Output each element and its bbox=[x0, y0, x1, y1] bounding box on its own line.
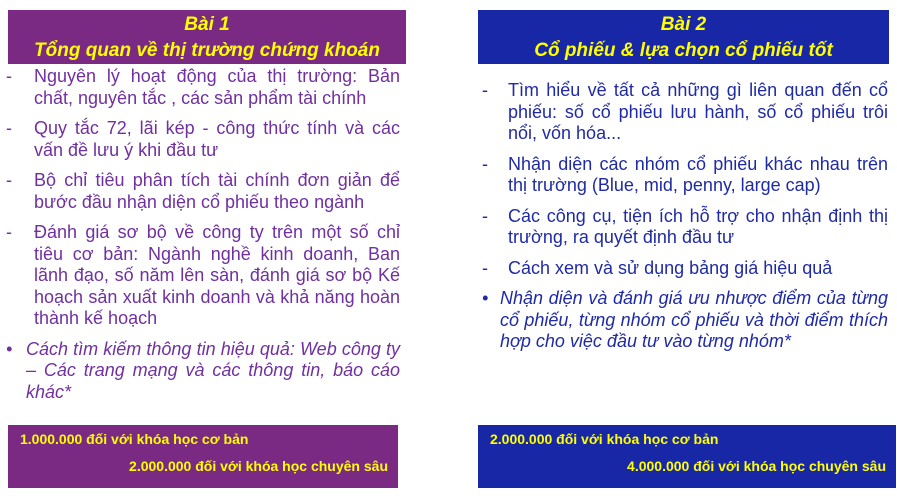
advanced-course-price: 2.000.000 đối với khóa học chuyên sâu bbox=[129, 458, 388, 474]
dash-marker: - bbox=[482, 80, 488, 100]
dash-marker: - bbox=[482, 205, 488, 226]
topic-text: Nhận diện các nhóm cổ phiếu khác nhau trên thị trường (Blue, mid, penny, large cap) bbox=[508, 153, 888, 195]
list-item bbox=[478, 154, 888, 197]
lesson-2-number: Bài 2 bbox=[660, 14, 707, 35]
lesson-1-price-box bbox=[8, 425, 398, 488]
dash-marker: - bbox=[6, 118, 12, 138]
topic-text: Nhận diện và đánh giá ưu nhược điểm của từng cổ phiếu, từng nhóm cổ phiếu và thời điểm thích hợp cho việc đầu tư vào từng nhóm* bbox=[500, 288, 888, 351]
topic-text: Cách tìm kiếm thông tin hiệu quả: Web công ty – Các trang mạng và các thông tin, báo cáo khác* bbox=[26, 338, 400, 402]
list-item bbox=[0, 339, 400, 404]
topic-text: Cách xem và sử dụng bảng giá hiệu quả bbox=[508, 257, 833, 278]
bullet-marker: • bbox=[482, 288, 489, 308]
lesson-1-title: Tổng quan về thị trường chứng khoán bbox=[34, 40, 380, 61]
topic-text: Quy tắc 72, lãi kép - công thức tính và các vấn đề lưu ý khi đầu tư bbox=[34, 118, 400, 160]
lesson-2-title: Cổ phiếu & lựa chọn cổ phiếu tốt bbox=[534, 40, 833, 61]
list-item bbox=[478, 206, 888, 249]
lesson-1-topics bbox=[0, 66, 400, 412]
topic-text: Đánh giá sơ bộ về công ty trên một số chỉ tiêu cơ bản: Ngành nghề kinh doanh, Ban lãnh đạo, số năm lên sàn, đánh giá sơ bộ Kế hoạch sản xuất kinh doanh và khả năng hoàn thành kế hoạch bbox=[34, 222, 400, 328]
dash-marker: - bbox=[6, 66, 12, 86]
topic-text: Nguyên lý hoạt động của thị trường: Bản chất, nguyên tắc , các sản phẩm tài chính bbox=[34, 66, 400, 108]
lesson-2-price-box bbox=[478, 425, 896, 488]
basic-course-price: 2.000.000 đối với khóa học cơ bản bbox=[490, 431, 719, 447]
lesson-2-header bbox=[478, 10, 889, 64]
dash-marker: - bbox=[6, 170, 12, 190]
dash-marker: - bbox=[6, 222, 12, 242]
basic-course-price: 1.000.000 đối với khóa học cơ bản bbox=[20, 431, 249, 447]
topic-text: Tìm hiểu về tất cả những gì liên quan đến cổ phiếu: số cổ phiếu lưu hành, số cổ phiếu trôi nổi, vốn hóa... bbox=[508, 80, 888, 143]
dash-marker: - bbox=[482, 153, 488, 174]
lesson-1-header bbox=[8, 10, 406, 64]
list-item bbox=[478, 80, 888, 145]
list-item bbox=[0, 66, 400, 109]
lesson-2-topics bbox=[478, 80, 888, 362]
advanced-course-price: 4.000.000 đối với khóa học chuyên sâu bbox=[627, 458, 886, 474]
dash-marker: - bbox=[482, 257, 488, 278]
list-item bbox=[0, 118, 400, 161]
topic-text: Các công cụ, tiện ích hỗ trợ cho nhận định thị trường, ra quyết định đầu tư bbox=[508, 205, 888, 247]
list-item bbox=[478, 288, 888, 353]
bullet-marker: • bbox=[6, 338, 13, 359]
topic-text: Bộ chỉ tiêu phân tích tài chính đơn giản để bước đầu nhận diện cổ phiếu theo ngành bbox=[34, 170, 400, 212]
list-item bbox=[478, 258, 888, 280]
lesson-1-number: Bài 1 bbox=[184, 14, 230, 35]
list-item bbox=[0, 170, 400, 213]
list-item bbox=[0, 222, 400, 330]
